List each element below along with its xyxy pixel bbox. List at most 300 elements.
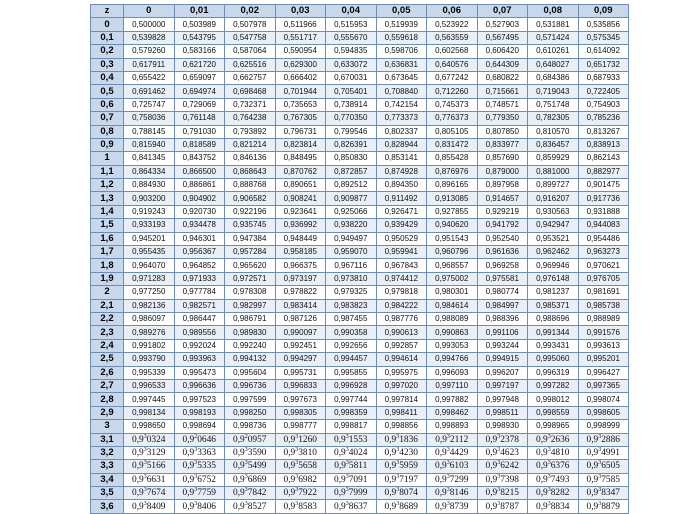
probability-cell: 0,729069 bbox=[174, 98, 225, 111]
probability-cell bbox=[225, 487, 276, 500]
probability-cell: 0,515953 bbox=[326, 18, 377, 31]
probability-cell: 0,503989 bbox=[174, 18, 225, 31]
probability-cell: 0,954486 bbox=[578, 232, 629, 245]
probability-cell bbox=[578, 487, 629, 500]
probability-cell bbox=[275, 487, 326, 500]
probability-cell: 0,993431 bbox=[528, 339, 579, 352]
probability-cell: 0,587064 bbox=[225, 45, 276, 58]
probability-cell: 0,978308 bbox=[225, 286, 276, 299]
value-base: 0,9 bbox=[384, 461, 397, 472]
probability-cell: 0,963273 bbox=[578, 246, 629, 259]
probability-cell: 0,767305 bbox=[275, 112, 326, 125]
value-tail: 0646 bbox=[197, 434, 216, 445]
table-row bbox=[91, 18, 629, 31]
repeat-count-superscript: 3 bbox=[396, 473, 400, 480]
probability-cell: 0,997948 bbox=[477, 393, 528, 406]
row-label-z: 3,1 bbox=[91, 433, 124, 446]
row-label-z: 2,6 bbox=[91, 366, 124, 379]
row-label-z: 0,4 bbox=[91, 71, 124, 84]
probability-cell: 0,983823 bbox=[326, 299, 377, 312]
probability-cell: 0,610261 bbox=[528, 45, 579, 58]
repeat-count-superscript: 3 bbox=[396, 500, 400, 507]
probability-cell: 0,995339 bbox=[124, 366, 175, 379]
table-row bbox=[91, 165, 629, 178]
probability-cell: 0,940620 bbox=[427, 219, 478, 232]
probability-cell: 0,575345 bbox=[578, 31, 629, 44]
probability-cell: 0,911492 bbox=[376, 192, 427, 205]
probability-cell: 0,990613 bbox=[376, 326, 427, 339]
probability-cell: 0,985738 bbox=[578, 299, 629, 312]
probability-cell: 0,958185 bbox=[275, 246, 326, 259]
value-base: 0,9 bbox=[182, 434, 195, 445]
probability-cell: 0,922196 bbox=[225, 205, 276, 218]
repeat-count-superscript: 3 bbox=[598, 433, 602, 440]
probability-cell: 0,984614 bbox=[427, 299, 478, 312]
probability-cell: 0,955435 bbox=[124, 246, 175, 259]
value-base: 0,9 bbox=[132, 461, 144, 472]
row-label-z: 3,2 bbox=[91, 446, 124, 459]
probability-cell: 0,555670 bbox=[326, 31, 377, 44]
header-cell-decimal: 0,05 bbox=[376, 5, 427, 18]
probability-cell: 0,997882 bbox=[427, 393, 478, 406]
probability-cell: 0,949497 bbox=[326, 232, 377, 245]
probability-cell: 0,998777 bbox=[275, 420, 326, 433]
value-tail: 4024 bbox=[348, 448, 368, 459]
value-tail: 8879 bbox=[601, 501, 620, 512]
value-base: 0,9 bbox=[182, 461, 195, 472]
probability-cell: 0,929219 bbox=[477, 205, 528, 218]
value-base: 0,9 bbox=[132, 501, 144, 512]
probability-cell: 0,994915 bbox=[477, 353, 528, 366]
repeat-count-superscript: 3 bbox=[497, 433, 501, 440]
value-tail: 5335 bbox=[197, 461, 216, 472]
table-row bbox=[91, 179, 629, 192]
repeat-count-superscript: 3 bbox=[446, 487, 450, 494]
probability-cell: 0,843752 bbox=[174, 152, 225, 165]
probability-cell: 0,979325 bbox=[326, 286, 377, 299]
probability-cell: 0,998965 bbox=[528, 420, 579, 433]
value-base: 0,9 bbox=[233, 461, 245, 472]
probability-cell: 0,776373 bbox=[427, 112, 478, 125]
probability-cell: 0,920730 bbox=[174, 205, 225, 218]
value-tail: 2636 bbox=[550, 434, 570, 445]
value-tail: 5166 bbox=[146, 461, 166, 472]
probability-cell: 0,998856 bbox=[376, 420, 427, 433]
probability-cell: 0,892512 bbox=[326, 179, 377, 192]
value-base: 0,9 bbox=[485, 461, 498, 472]
probability-cell bbox=[528, 460, 579, 473]
row-label-z: 3,6 bbox=[91, 500, 124, 513]
probability-cell: 0,563559 bbox=[427, 31, 478, 44]
value-base: 0,9 bbox=[384, 434, 397, 445]
probability-cell: 0,997523 bbox=[174, 393, 225, 406]
probability-cell: 0,761148 bbox=[174, 112, 225, 125]
probability-cell: 0,828944 bbox=[376, 138, 427, 151]
value-tail: 8409 bbox=[146, 501, 166, 512]
repeat-count-superscript: 3 bbox=[497, 500, 501, 507]
repeat-count-superscript: 3 bbox=[295, 460, 299, 467]
probability-cell: 0,511966 bbox=[275, 18, 326, 31]
row-label-z: 2,7 bbox=[91, 379, 124, 392]
probability-cell: 0,960796 bbox=[427, 246, 478, 259]
probability-cell: 0,998694 bbox=[174, 420, 225, 433]
probability-cell bbox=[174, 446, 225, 459]
probability-cell bbox=[427, 500, 478, 513]
probability-cell: 0,583166 bbox=[174, 45, 225, 58]
probability-cell bbox=[528, 487, 579, 500]
probability-cell: 0,997020 bbox=[376, 379, 427, 392]
value-tail: 8215 bbox=[500, 488, 519, 499]
probability-cell: 0,881000 bbox=[528, 165, 579, 178]
probability-cell: 0,894350 bbox=[376, 179, 427, 192]
value-tail: 7999 bbox=[348, 488, 368, 499]
repeat-count-superscript: 3 bbox=[497, 446, 501, 453]
repeat-count-superscript: 3 bbox=[244, 500, 248, 507]
repeat-count-superscript: 3 bbox=[547, 500, 551, 507]
probability-cell: 0,935745 bbox=[225, 219, 276, 232]
probability-cell: 0,946301 bbox=[174, 232, 225, 245]
value-base: 0,9 bbox=[233, 448, 245, 459]
probability-cell: 0,805105 bbox=[427, 125, 478, 138]
value-tail: 7674 bbox=[146, 488, 166, 499]
probability-cell: 0,997814 bbox=[376, 393, 427, 406]
probability-cell bbox=[326, 460, 377, 473]
probability-cell: 0,995731 bbox=[275, 366, 326, 379]
probability-cell: 0,981237 bbox=[528, 286, 579, 299]
probability-cell bbox=[427, 487, 478, 500]
probability-cell: 0,997744 bbox=[326, 393, 377, 406]
probability-cell bbox=[427, 446, 478, 459]
table-row bbox=[91, 31, 629, 44]
probability-cell: 0,982571 bbox=[174, 299, 225, 312]
probability-cell: 0,539828 bbox=[124, 31, 175, 44]
row-label-z: 0,2 bbox=[91, 45, 124, 58]
probability-cell: 0,997365 bbox=[578, 379, 629, 392]
probability-cell: 0,559618 bbox=[376, 31, 427, 44]
repeat-count-superscript: 3 bbox=[143, 433, 147, 440]
probability-cell: 0,670031 bbox=[326, 71, 377, 84]
value-base: 0,9 bbox=[536, 434, 548, 445]
repeat-count-superscript: 3 bbox=[244, 446, 248, 453]
probability-cell bbox=[528, 500, 579, 513]
probability-cell: 0,966375 bbox=[275, 259, 326, 272]
value-base: 0,9 bbox=[435, 448, 447, 459]
header-cell-decimal: 0,07 bbox=[477, 5, 528, 18]
row-label-z: 2,9 bbox=[91, 406, 124, 419]
probability-cell: 0,785236 bbox=[578, 112, 629, 125]
probability-cell: 0,994297 bbox=[275, 353, 326, 366]
table-row bbox=[91, 85, 629, 98]
repeat-count-superscript: 3 bbox=[194, 446, 198, 453]
probability-cell: 0,995060 bbox=[528, 353, 579, 366]
probability-cell: 0,993244 bbox=[477, 339, 528, 352]
value-tail: 7493 bbox=[550, 474, 570, 485]
repeat-count-superscript: 2 bbox=[194, 433, 198, 440]
probability-cell: 0,962462 bbox=[528, 246, 579, 259]
probability-cell: 0,989556 bbox=[174, 326, 225, 339]
probability-cell: 0,853141 bbox=[376, 152, 427, 165]
probability-cell: 0,838913 bbox=[578, 138, 629, 151]
value-tail: 1836 bbox=[399, 434, 418, 445]
table-row bbox=[91, 393, 629, 406]
probability-cell: 0,965620 bbox=[225, 259, 276, 272]
probability-cell: 0,995855 bbox=[326, 366, 377, 379]
probability-cell bbox=[427, 460, 478, 473]
probability-cell: 0,957284 bbox=[225, 246, 276, 259]
value-base: 0,9 bbox=[435, 474, 447, 485]
value-tail: 4810 bbox=[550, 448, 570, 459]
repeat-count-superscript: 3 bbox=[598, 446, 602, 453]
probability-cell bbox=[225, 473, 276, 486]
value-tail: 8787 bbox=[500, 501, 519, 512]
probability-cell: 0,998817 bbox=[326, 420, 377, 433]
probability-cell: 0,735653 bbox=[275, 98, 326, 111]
value-tail: 8637 bbox=[348, 501, 368, 512]
probability-cell: 0,846136 bbox=[225, 152, 276, 165]
probability-cell bbox=[174, 473, 225, 486]
probability-cell: 0,799546 bbox=[326, 125, 377, 138]
probability-cell: 0,939429 bbox=[376, 219, 427, 232]
value-tail: 6505 bbox=[601, 461, 620, 472]
row-label-z: 3 bbox=[91, 420, 124, 433]
probability-cell: 0,998359 bbox=[326, 406, 377, 419]
probability-cell: 0,748571 bbox=[477, 98, 528, 111]
probability-cell bbox=[578, 500, 629, 513]
value-tail: 5499 bbox=[247, 461, 267, 472]
probability-cell: 0,976148 bbox=[528, 272, 579, 285]
probability-cell: 0,916207 bbox=[528, 192, 579, 205]
value-base: 0,9 bbox=[586, 474, 599, 485]
probability-cell: 0,868643 bbox=[225, 165, 276, 178]
probability-cell: 0,995473 bbox=[174, 366, 225, 379]
value-base: 0,9 bbox=[182, 474, 195, 485]
probability-cell: 0,551717 bbox=[275, 31, 326, 44]
probability-cell: 0,535856 bbox=[578, 18, 629, 31]
table-body bbox=[91, 5, 629, 514]
probability-cell: 0,606420 bbox=[477, 45, 528, 58]
probability-cell: 0,986447 bbox=[174, 312, 225, 325]
probability-cell: 0,930563 bbox=[528, 205, 579, 218]
probability-cell: 0,973810 bbox=[326, 272, 377, 285]
row-label-z: 3,4 bbox=[91, 473, 124, 486]
probability-cell: 0,941792 bbox=[477, 219, 528, 232]
probability-cell: 0,527903 bbox=[477, 18, 528, 31]
probability-cell bbox=[376, 446, 427, 459]
value-base: 0,9 bbox=[485, 474, 498, 485]
probability-cell: 0,857690 bbox=[477, 152, 528, 165]
probability-cell: 0,864334 bbox=[124, 165, 175, 178]
probability-cell: 0,984222 bbox=[376, 299, 427, 312]
probability-cell: 0,859929 bbox=[528, 152, 579, 165]
value-tail: 4623 bbox=[500, 448, 519, 459]
probability-cell bbox=[326, 473, 377, 486]
value-base: 0,9 bbox=[283, 501, 296, 512]
probability-cell: 0,621720 bbox=[174, 58, 225, 71]
probability-cell: 0,890651 bbox=[275, 179, 326, 192]
value-base: 0,9 bbox=[132, 448, 144, 459]
value-base: 0,9 bbox=[182, 448, 195, 459]
value-tail: 8347 bbox=[601, 488, 620, 499]
probability-cell: 0,951543 bbox=[427, 232, 478, 245]
table-row bbox=[91, 152, 629, 165]
row-label-z: 0,3 bbox=[91, 58, 124, 71]
probability-cell: 0,791030 bbox=[174, 125, 225, 138]
probability-cell: 0,975002 bbox=[427, 272, 478, 285]
repeat-count-superscript: 3 bbox=[194, 500, 198, 507]
repeat-count-superscript: 3 bbox=[295, 446, 299, 453]
probability-cell: 0,994457 bbox=[326, 353, 377, 366]
probability-cell: 0,823814 bbox=[275, 138, 326, 151]
value-base: 0,9 bbox=[536, 474, 548, 485]
probability-cell: 0,850830 bbox=[326, 152, 377, 165]
probability-cell bbox=[225, 446, 276, 459]
row-label-z: 2,3 bbox=[91, 326, 124, 339]
probability-cell: 0,662757 bbox=[225, 71, 276, 84]
probability-cell: 0,738914 bbox=[326, 98, 377, 111]
probability-cell bbox=[578, 446, 629, 459]
probability-cell: 0,897958 bbox=[477, 179, 528, 192]
value-base: 0,9 bbox=[485, 488, 498, 499]
probability-cell: 0,977784 bbox=[174, 286, 225, 299]
probability-cell: 0,985371 bbox=[528, 299, 579, 312]
probability-cell: 0,987776 bbox=[376, 312, 427, 325]
normal-distribution-table bbox=[90, 4, 629, 514]
row-label-z: 1,9 bbox=[91, 272, 124, 285]
probability-cell: 0,908241 bbox=[275, 192, 326, 205]
repeat-count-superscript: 3 bbox=[598, 460, 602, 467]
value-tail: 5658 bbox=[298, 461, 317, 472]
value-tail: 5959 bbox=[399, 461, 418, 472]
probability-cell: 0,770350 bbox=[326, 112, 377, 125]
value-base: 0,9 bbox=[536, 488, 548, 499]
value-tail: 2112 bbox=[449, 434, 469, 445]
probability-cell: 0,571424 bbox=[528, 31, 579, 44]
repeat-count-superscript: 3 bbox=[446, 460, 450, 467]
probability-cell: 0,782305 bbox=[528, 112, 579, 125]
probability-cell bbox=[326, 446, 377, 459]
value-tail: 0324 bbox=[146, 434, 166, 445]
repeat-count-superscript: 3 bbox=[143, 473, 147, 480]
probability-cell: 0,896165 bbox=[427, 179, 478, 192]
repeat-count-superscript: 3 bbox=[295, 487, 299, 494]
probability-cell: 0,967843 bbox=[376, 259, 427, 272]
probability-cell bbox=[124, 460, 175, 473]
probability-cell bbox=[427, 473, 478, 486]
probability-cell: 0,879000 bbox=[477, 165, 528, 178]
probability-cell: 0,876976 bbox=[427, 165, 478, 178]
probability-cell bbox=[124, 446, 175, 459]
value-base: 0,9 bbox=[233, 501, 245, 512]
repeat-count-superscript: 3 bbox=[547, 487, 551, 494]
value-tail: 3590 bbox=[247, 448, 267, 459]
repeat-count-superscript: 3 bbox=[547, 433, 551, 440]
probability-cell: 0,909877 bbox=[326, 192, 377, 205]
probability-cell: 0,617911 bbox=[124, 58, 175, 71]
probability-cell: 0,802337 bbox=[376, 125, 427, 138]
probability-cell: 0,977250 bbox=[124, 286, 175, 299]
repeat-count-superscript: 2 bbox=[244, 433, 248, 440]
probability-cell bbox=[427, 433, 478, 446]
repeat-count-superscript: 3 bbox=[345, 446, 349, 453]
probability-cell: 0,923641 bbox=[275, 205, 326, 218]
table-row bbox=[91, 219, 629, 232]
repeat-count-superscript: 3 bbox=[446, 433, 450, 440]
repeat-count-superscript: 3 bbox=[497, 473, 501, 480]
probability-cell bbox=[174, 460, 225, 473]
value-base: 0,9 bbox=[334, 488, 346, 499]
probability-cell: 0,614092 bbox=[578, 45, 629, 58]
repeat-count-superscript: 3 bbox=[396, 433, 400, 440]
row-label-z: 0 bbox=[91, 18, 124, 31]
probability-cell: 0,974412 bbox=[376, 272, 427, 285]
header-cell-decimal: 0 bbox=[124, 5, 175, 18]
probability-cell: 0,519939 bbox=[376, 18, 427, 31]
probability-cell: 0,886861 bbox=[174, 179, 225, 192]
probability-cell: 0,990863 bbox=[427, 326, 478, 339]
probability-cell: 0,602568 bbox=[427, 45, 478, 58]
probability-cell bbox=[225, 500, 276, 513]
value-tail: 4991 bbox=[601, 448, 620, 459]
probability-cell: 0,990097 bbox=[275, 326, 326, 339]
probability-cell: 0,725747 bbox=[124, 98, 175, 111]
probability-cell: 0,948449 bbox=[275, 232, 326, 245]
value-base: 0,9 bbox=[132, 488, 144, 499]
probability-cell: 0,982997 bbox=[225, 299, 276, 312]
probability-cell: 0,938220 bbox=[326, 219, 377, 232]
probability-cell: 0,988989 bbox=[578, 312, 629, 325]
probability-cell: 0,998559 bbox=[528, 406, 579, 419]
probability-cell: 0,815940 bbox=[124, 138, 175, 151]
repeat-count-superscript: 3 bbox=[396, 460, 400, 467]
table-row bbox=[91, 98, 629, 111]
probability-cell: 0,691462 bbox=[124, 85, 175, 98]
table-row bbox=[91, 232, 629, 245]
probability-cell: 0,998074 bbox=[578, 393, 629, 406]
probability-cell: 0,715661 bbox=[477, 85, 528, 98]
probability-cell: 0,961636 bbox=[477, 246, 528, 259]
value-tail: 7398 bbox=[500, 474, 519, 485]
probability-cell: 0,998012 bbox=[528, 393, 579, 406]
probability-cell: 0,701944 bbox=[275, 85, 326, 98]
repeat-count-superscript: 3 bbox=[244, 460, 248, 467]
table-row bbox=[91, 433, 629, 446]
probability-cell: 0,997282 bbox=[528, 379, 579, 392]
repeat-count-superscript: 3 bbox=[396, 446, 400, 453]
repeat-count-superscript: 3 bbox=[194, 460, 198, 467]
row-label-z: 0,9 bbox=[91, 138, 124, 151]
repeat-count-superscript: 3 bbox=[598, 500, 602, 507]
value-base: 0,9 bbox=[586, 488, 599, 499]
value-base: 0,9 bbox=[384, 474, 397, 485]
probability-cell: 0,934478 bbox=[174, 219, 225, 232]
probability-cell: 0,996833 bbox=[275, 379, 326, 392]
value-base: 0,9 bbox=[586, 501, 599, 512]
header-cell-decimal: 0,02 bbox=[225, 5, 276, 18]
header-cell-z: z bbox=[91, 5, 124, 18]
repeat-count-superscript: 3 bbox=[446, 446, 450, 453]
probability-cell: 0,998999 bbox=[578, 420, 629, 433]
value-base: 0,9 bbox=[132, 434, 144, 445]
probability-cell: 0,625516 bbox=[225, 58, 276, 71]
row-label-z: 1,3 bbox=[91, 192, 124, 205]
table-row bbox=[91, 487, 629, 500]
repeat-count-superscript: 3 bbox=[194, 473, 198, 480]
header-cell-decimal: 0,01 bbox=[174, 5, 225, 18]
row-label-z: 1,5 bbox=[91, 219, 124, 232]
probability-cell: 0,983414 bbox=[275, 299, 326, 312]
probability-cell bbox=[578, 473, 629, 486]
probability-cell: 0,950529 bbox=[376, 232, 427, 245]
